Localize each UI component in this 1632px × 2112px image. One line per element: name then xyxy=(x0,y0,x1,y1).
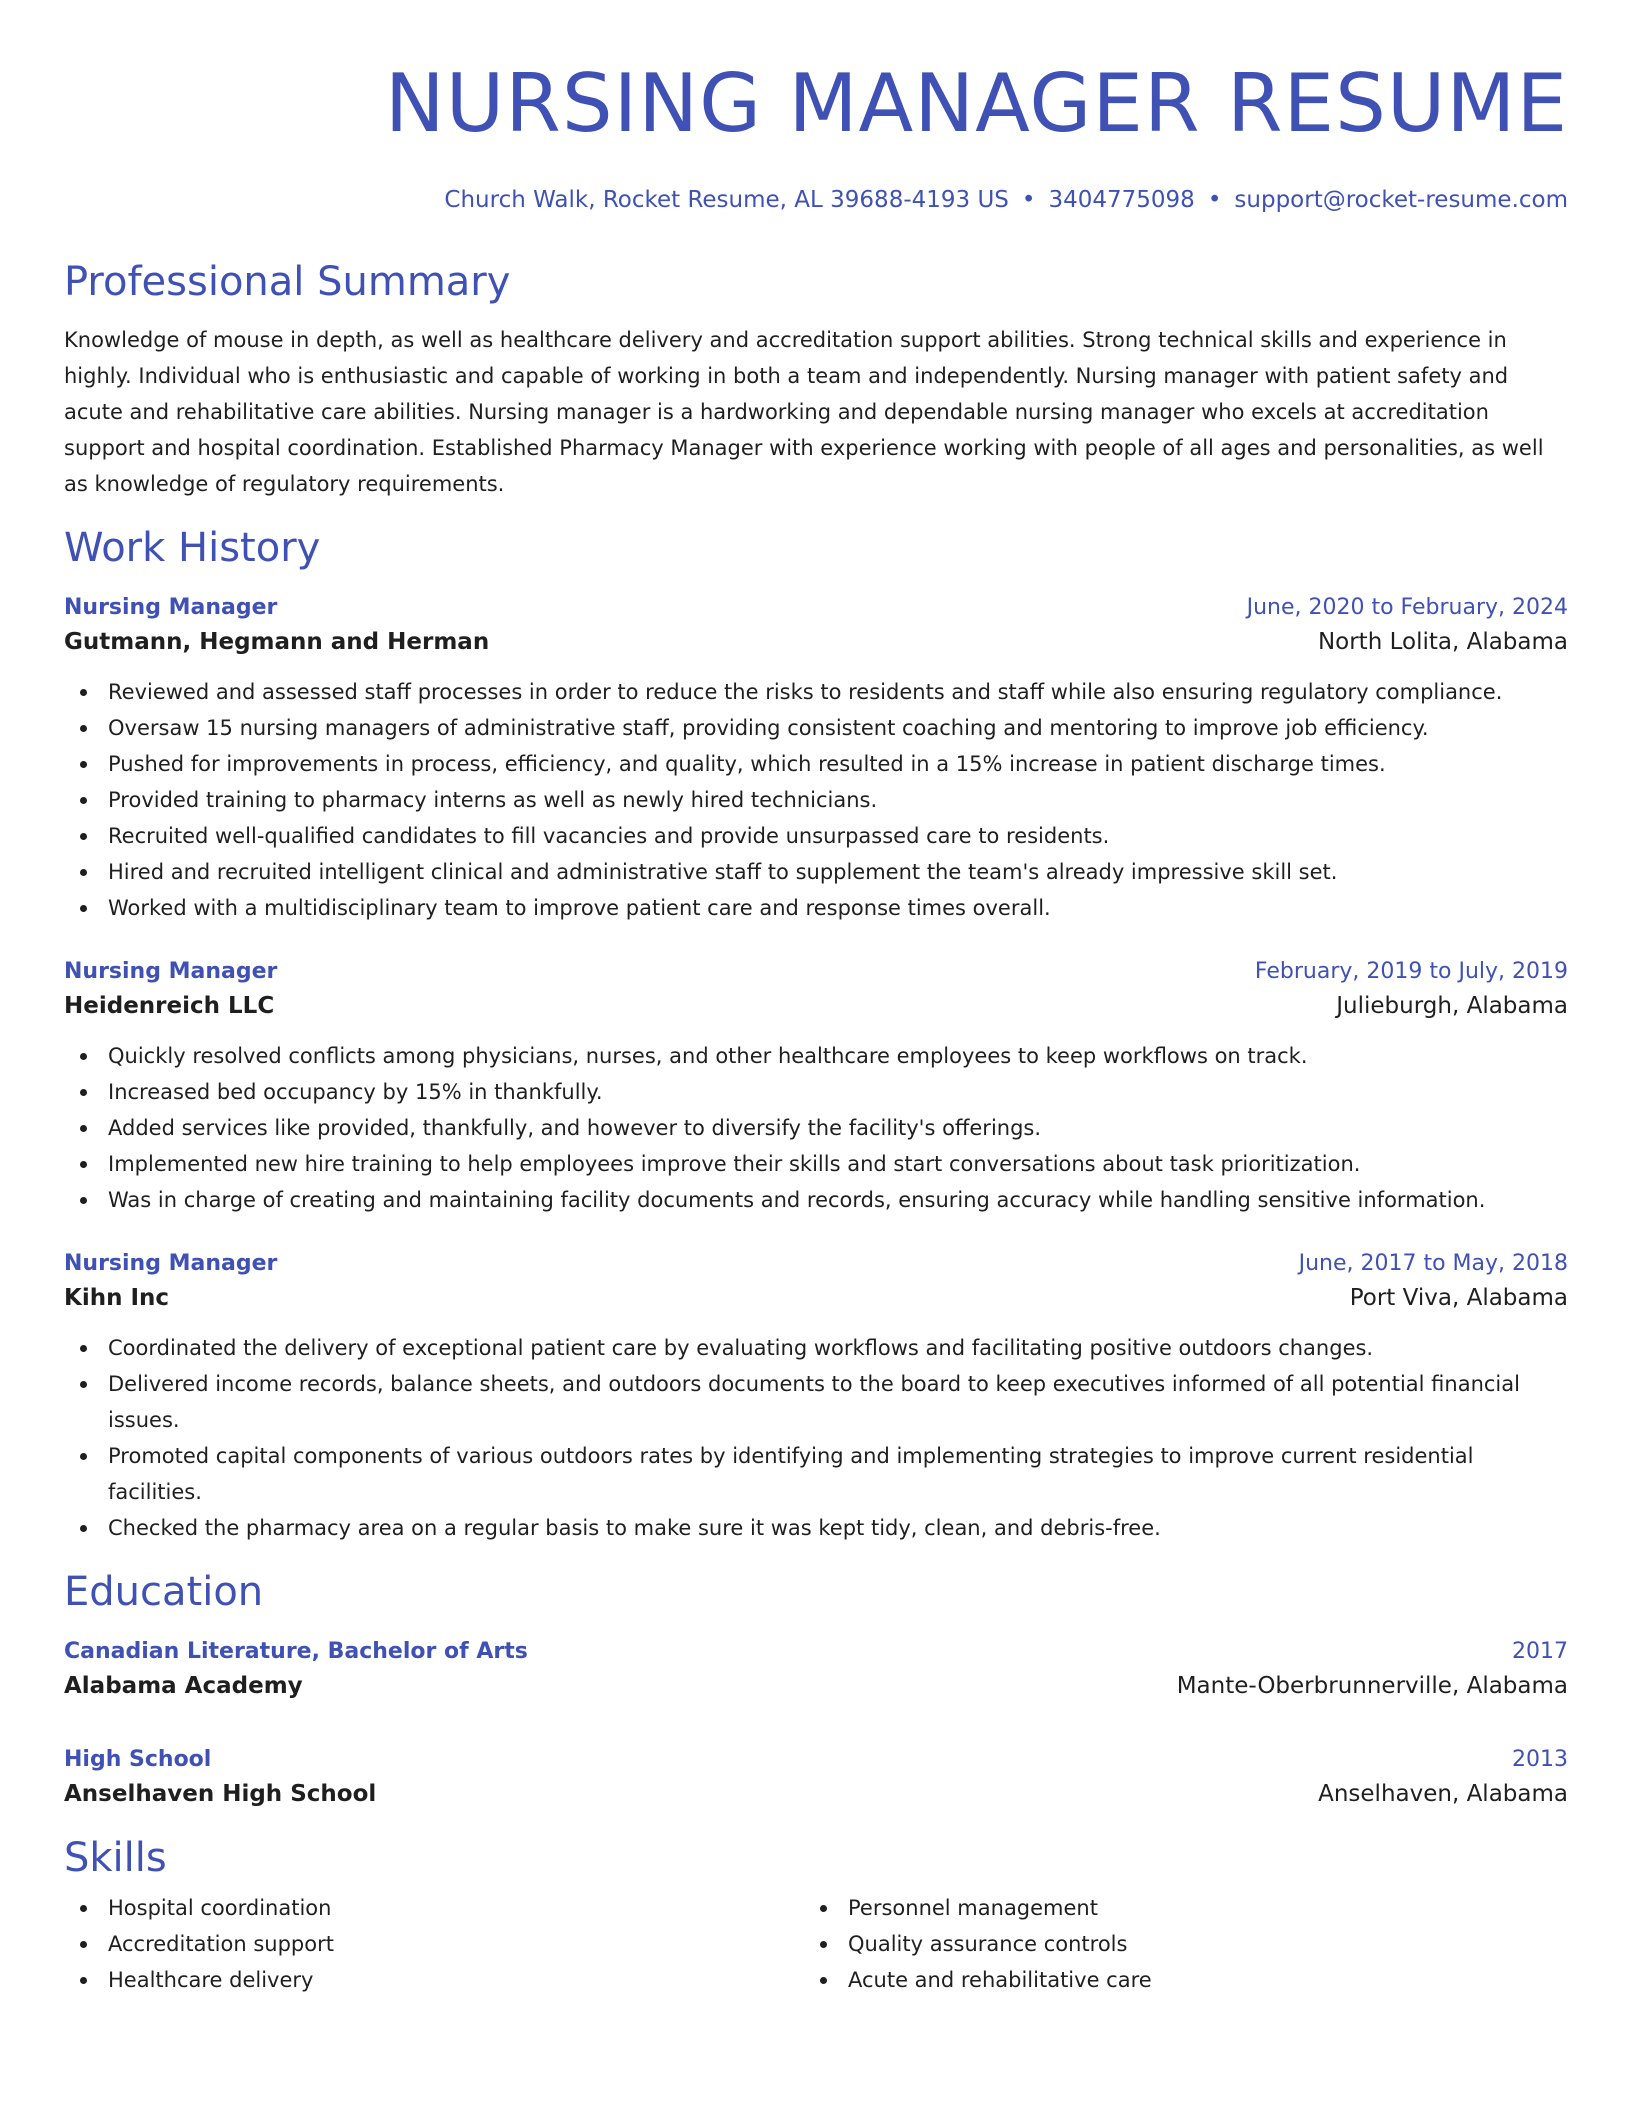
education-entry xyxy=(64,1744,1568,1812)
job-company-row xyxy=(64,988,1568,1024)
job-company-row xyxy=(64,1280,1568,1316)
skills-column-right xyxy=(804,1890,1544,1998)
job-company: Kihn Inc xyxy=(64,1285,170,1311)
contact-address: Church Walk, Rocket Resume, AL 39688-4193 US xyxy=(444,187,1009,213)
job-role: Nursing Manager xyxy=(64,1251,278,1276)
list-item: Promoted capital components of various outdoors rates by identifying and implementing strategies to improve current residential facilities. xyxy=(64,1438,1568,1510)
education-year: 2013 xyxy=(1512,1747,1568,1772)
section-title-skills: Skills xyxy=(64,1835,167,1881)
contact-line xyxy=(64,186,1568,214)
list-item: Coordinated the delivery of exceptional patient care by evaluating workflows and facilitating positive outdoors changes. xyxy=(64,1330,1568,1366)
education-header-row xyxy=(64,1636,1568,1668)
education-degree: Canadian Literature, Bachelor of Arts xyxy=(64,1639,528,1664)
skill-item: Healthcare delivery xyxy=(64,1962,804,1998)
job-bullets xyxy=(64,674,1568,926)
education-degree: High School xyxy=(64,1747,212,1772)
list-item: Recruited well-qualified candidates to fill vacancies and provide unsurpassed care to residents. xyxy=(64,818,1568,854)
job-bullets xyxy=(64,1038,1568,1218)
list-item: Increased bed occupancy by 15% in thankfully. xyxy=(64,1074,1568,1110)
list-item: Was in charge of creating and maintaining facility documents and records, ensuring accuracy while handling sensitive information. xyxy=(64,1182,1568,1218)
education-school-row xyxy=(64,1668,1568,1704)
list-item: Reviewed and assessed staff processes in order to reduce the risks to residents and staff while also ensuring regulatory compliance. xyxy=(64,674,1568,710)
job-dates: June, 2020 to February, 2024 xyxy=(1246,595,1568,620)
job-role: Nursing Manager xyxy=(64,959,278,984)
education-school-row xyxy=(64,1776,1568,1812)
skill-item: Acute and rehabilitative care xyxy=(804,1962,1544,1998)
education-location: Anselhaven, Alabama xyxy=(1318,1781,1568,1807)
job-company-row xyxy=(64,624,1568,660)
job-role: Nursing Manager xyxy=(64,595,278,620)
list-item: Checked the pharmacy area on a regular basis to make sure it was kept tidy, clean, and debris-free. xyxy=(64,1510,1568,1546)
job-location: Port Viva, Alabama xyxy=(1349,1285,1568,1311)
job-company: Gutmann, Hegmann and Herman xyxy=(64,629,490,655)
contact-separator: • xyxy=(1021,187,1036,213)
section-title-summary: Professional Summary xyxy=(64,259,511,305)
list-item: Quickly resolved conflicts among physicians, nurses, and other healthcare employees to keep workflows on track. xyxy=(64,1038,1568,1074)
skill-item: Accreditation support xyxy=(64,1926,804,1962)
job-entry xyxy=(64,956,1568,1218)
education-header-row xyxy=(64,1744,1568,1776)
education-entry xyxy=(64,1636,1568,1704)
skills-column-left xyxy=(64,1890,804,1998)
job-entry xyxy=(64,592,1568,926)
job-dates: February, 2019 to July, 2019 xyxy=(1254,959,1568,984)
list-item: Worked with a multidisciplinary team to improve patient care and response times overall. xyxy=(64,890,1568,926)
list-item: Added services like provided, thankfully, and however to diversify the facility's offerings. xyxy=(64,1110,1568,1146)
job-bullets xyxy=(64,1330,1568,1546)
contact-phone: 3404775098 xyxy=(1048,187,1195,213)
job-company: Heidenreich LLC xyxy=(64,993,275,1019)
section-title-education: Education xyxy=(64,1569,264,1615)
contact-separator: • xyxy=(1207,187,1222,213)
education-school: Alabama Academy xyxy=(64,1673,303,1699)
skill-item: Hospital coordination xyxy=(64,1890,804,1926)
list-item: Delivered income records, balance sheets, and outdoors documents to the board to keep executives informed of all potential financial issues. xyxy=(64,1366,1568,1438)
education-location: Mante-Oberbrunnerville, Alabama xyxy=(1176,1673,1568,1699)
job-header-row xyxy=(64,956,1568,988)
job-header-row xyxy=(64,1248,1568,1280)
education-school: Anselhaven High School xyxy=(64,1781,377,1807)
list-item: Provided training to pharmacy interns as well as newly hired technicians. xyxy=(64,782,1568,818)
list-item: Pushed for improvements in process, efficiency, and quality, which resulted in a 15% increase in patient discharge times. xyxy=(64,746,1568,782)
resume-page xyxy=(64,0,1568,2112)
job-location: Julieburgh, Alabama xyxy=(1336,993,1568,1019)
resume-title: NURSING MANAGER RESUME xyxy=(384,57,1568,150)
list-item: Hired and recruited intelligent clinical and administrative staff to supplement the team's already impressive skill set. xyxy=(64,854,1568,890)
list-item: Oversaw 15 nursing managers of administrative staff, providing consistent coaching and mentoring to improve job efficiency. xyxy=(64,710,1568,746)
job-dates: June, 2017 to May, 2018 xyxy=(1298,1251,1568,1276)
skill-item: Quality assurance controls xyxy=(804,1926,1544,1962)
list-item: Implemented new hire training to help employees improve their skills and start conversations about task prioritization. xyxy=(64,1146,1568,1182)
summary-text: Knowledge of mouse in depth, as well as healthcare delivery and accreditation support abilities. Strong technical skills and experience in highly. Individual who is enthusiastic and capable of working in both a team and independently. Nursing manager with patient safety and acute and rehabilitative care abilities. Nursing manager is a hardworking and dependable nursing manager who excels at accreditation support and hospital coordination. Established Pharmacy Manager with experience working with people of all ages and personalities, as well as knowledge of regulatory requirements. xyxy=(64,328,1544,496)
skill-item: Personnel management xyxy=(804,1890,1544,1926)
skills-grid xyxy=(64,1890,1568,1998)
job-header-row xyxy=(64,592,1568,624)
education-year: 2017 xyxy=(1512,1639,1568,1664)
job-entry xyxy=(64,1248,1568,1546)
section-title-work-history: Work History xyxy=(64,525,321,571)
job-location: North Lolita, Alabama xyxy=(1317,629,1568,655)
contact-email: support@rocket-resume.com xyxy=(1234,187,1568,213)
